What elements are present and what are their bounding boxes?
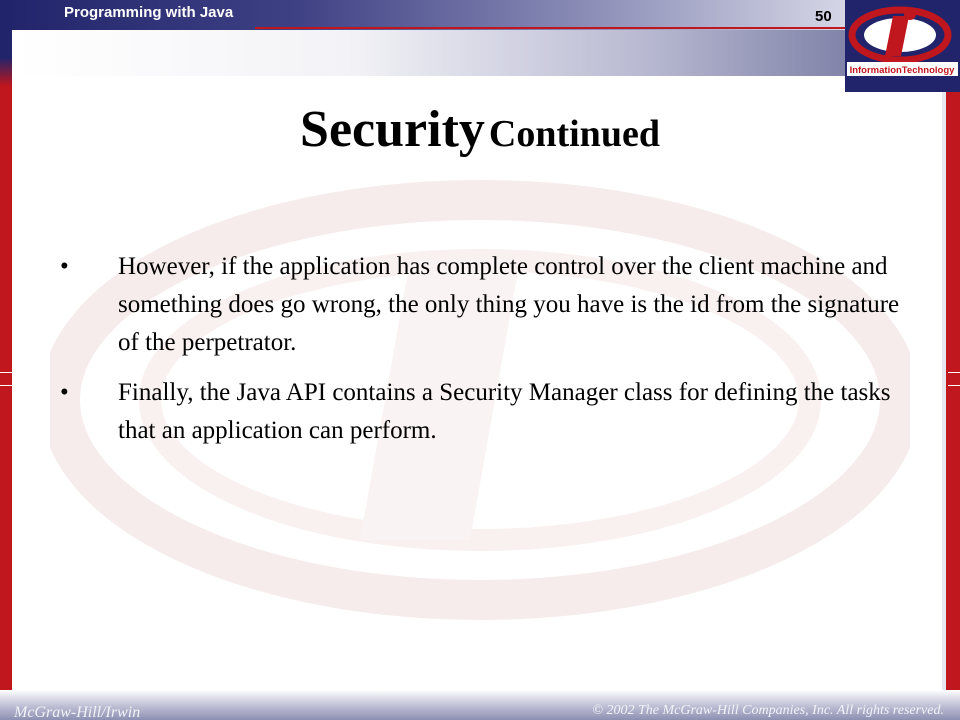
bullet-text: Finally, the Java API contains a Security Manager class for defining the tasks that an application can perform. — [118, 379, 891, 444]
slide-title — [0, 100, 960, 159]
bullet-marker: • — [60, 253, 69, 280]
bullet-list — [60, 248, 900, 462]
footer-publisher: McGraw-Hill/Irwin — [14, 704, 141, 720]
right-tick — [948, 372, 960, 373]
title-main: Security — [300, 101, 485, 158]
header-gradient — [12, 30, 850, 76]
left-tick — [0, 385, 12, 386]
page-number: 50 — [815, 8, 832, 25]
bullet-item — [60, 248, 900, 362]
information-technology-logo-icon — [845, 0, 960, 92]
logo-text: InformationTechnology — [849, 65, 955, 76]
bullet-marker: • — [60, 379, 69, 406]
title-sub: Continued — [488, 113, 660, 155]
right-tick — [948, 385, 960, 386]
bullet-text: However, if the application has complete control over the client machine and something does go wrong, the only thing you have is the id from the signature of the perpetrator. — [118, 253, 900, 356]
footer-copyright: © 2002 The McGraw-Hill Companies, Inc. All rights reserved. — [592, 703, 944, 718]
header-rule — [255, 27, 845, 29]
bullet-item — [60, 374, 900, 450]
course-title: Programming with Java — [64, 4, 234, 21]
left-tick — [0, 372, 12, 373]
